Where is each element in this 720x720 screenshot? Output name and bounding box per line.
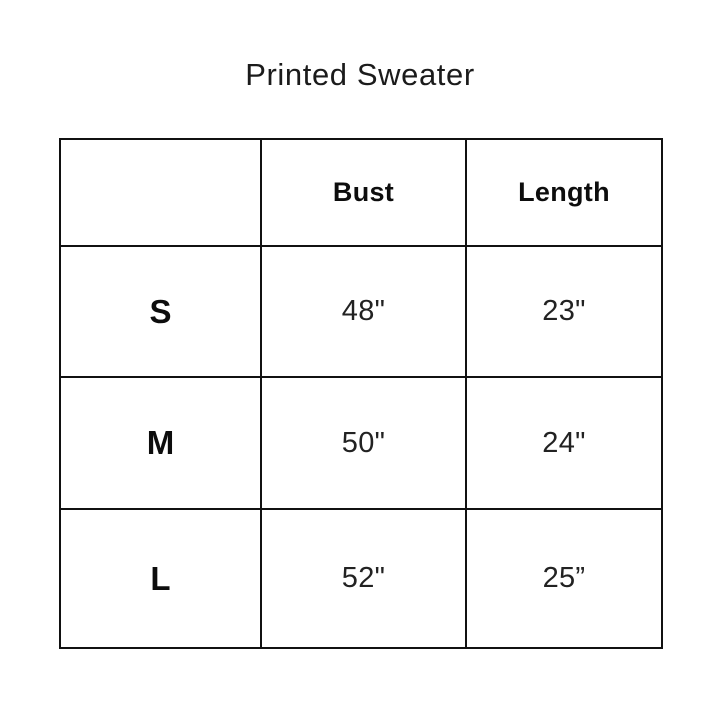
size-chart-table bbox=[59, 138, 663, 649]
length-value-m: 24" bbox=[466, 377, 662, 509]
table-row-large bbox=[60, 509, 662, 648]
header-row bbox=[60, 139, 662, 246]
size-label-l: L bbox=[60, 509, 261, 648]
header-bust-cell: Bust bbox=[261, 139, 466, 246]
header-size-cell bbox=[60, 139, 261, 246]
size-label-m: M bbox=[60, 377, 261, 509]
table-row-small bbox=[60, 246, 662, 377]
bust-value-s: 48" bbox=[261, 246, 466, 377]
header-length-cell: Length bbox=[466, 139, 662, 246]
length-value-l: 25” bbox=[466, 509, 662, 648]
page-title: Printed Sweater bbox=[245, 57, 475, 92]
length-value-s: 23" bbox=[466, 246, 662, 377]
bust-value-m: 50" bbox=[261, 377, 466, 509]
bust-value-l: 52" bbox=[261, 509, 466, 648]
table-row-medium bbox=[60, 377, 662, 509]
size-label-s: S bbox=[60, 246, 261, 377]
